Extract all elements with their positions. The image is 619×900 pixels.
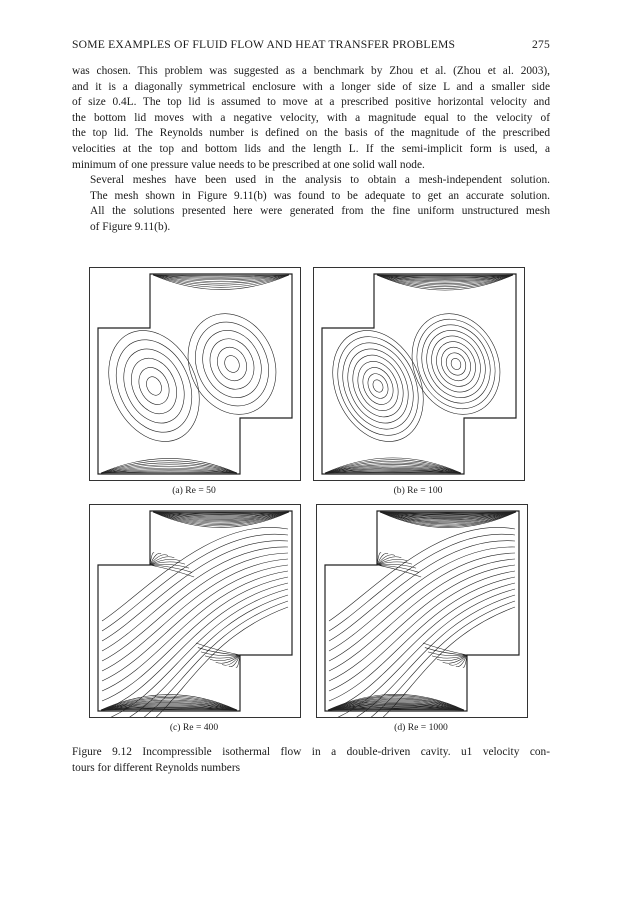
vortex-contour-line <box>102 327 206 444</box>
text-line: of Figure 9.11(b). <box>90 220 171 233</box>
diagonal-contour-line <box>102 541 288 641</box>
vortex-contour-line <box>416 321 496 408</box>
paragraph <box>72 64 550 173</box>
vortex-contour-line <box>315 316 440 457</box>
text-line: of size 0.4L. The top lid is assumed to move at a prescribed positive horizontal velocity and <box>72 96 550 109</box>
text-line: The mesh shown in Figure 9.11(b) was found to be adequate to get an accurate solution. <box>90 189 550 202</box>
cavity-outline <box>98 274 292 474</box>
vortex-contour-line <box>403 306 510 421</box>
text-line: the bottom lid moves with a negative velocity, with a magnitude equal to the velocity of <box>72 111 550 124</box>
diagonal-contour-line <box>329 565 515 681</box>
paragraph <box>72 173 550 235</box>
text-line: All the solutions presented here were generated from the fine uniform unstructured mesh <box>90 205 550 218</box>
text-line: minimum of one pressure value needs to be prescribed at one solid wall node. <box>72 158 425 171</box>
cavity-outline <box>322 274 516 474</box>
diagonal-contour-line <box>102 565 288 681</box>
vortex-contour-line <box>144 374 165 397</box>
diagonal-contour-line <box>102 559 288 671</box>
diagonal-contour-line <box>102 577 288 701</box>
text-line: the top lid. The Reynolds number is defined on the basis of the magnitude of the prescribed <box>72 127 550 140</box>
vortex-contour-line <box>343 347 413 425</box>
vortex-contour-line <box>91 316 216 457</box>
vortex-contour-line <box>449 357 462 371</box>
panel-label: (c) Re = 400 <box>169 722 219 733</box>
contour-plot-re-100 <box>313 267 525 481</box>
vortex-contour-line <box>423 328 490 400</box>
diagonal-contour-line <box>102 583 288 711</box>
cavity-outline <box>98 511 292 711</box>
caption-line: Figure 9.12 Incompressible isothermal flow in a double-driven cavity. u1 velocity con- <box>72 746 550 758</box>
diagonal-contour-line <box>102 534 288 631</box>
panel-label: (a) Re = 50 <box>172 485 216 496</box>
contour-plot-canvas <box>90 505 300 717</box>
text-line: velocities at the top and bottom lids and the length L. If the semi-implicit form is used, a <box>72 142 550 155</box>
running-header <box>72 38 550 54</box>
panel-label: (b) Re = 100 <box>393 485 443 496</box>
text-line: Several meshes have been used in the analysis to obtain a mesh-independent solution. <box>90 174 550 187</box>
cavity-outline <box>325 511 519 711</box>
diagonal-contour-line <box>329 541 515 641</box>
diagonal-contour-line <box>329 577 515 701</box>
vortex-contour-line <box>443 350 470 379</box>
contour-plot-canvas <box>317 505 527 717</box>
vortex-contour-line <box>192 321 272 408</box>
diagonal-contour-line <box>329 583 515 711</box>
diagonal-contour-line <box>329 559 515 671</box>
vortex-contour-line <box>202 332 262 397</box>
panel-label: (d) Re = 1000 <box>394 722 448 733</box>
vortex-contour-line <box>123 351 186 421</box>
contour-plot-re-400 <box>89 504 301 718</box>
contour-plot-re-50 <box>89 267 301 481</box>
vortex-contour-line <box>436 342 476 385</box>
figure-caption <box>72 744 550 776</box>
vortex-contour-line <box>182 310 282 418</box>
diagonal-contour-line <box>329 527 515 621</box>
vortex-contour-line <box>429 335 482 393</box>
contour-plot-re-1000 <box>316 504 528 718</box>
diagonal-contour-line <box>102 595 288 717</box>
body-text <box>72 64 550 236</box>
vortex-contour-line <box>357 363 399 410</box>
contour-plot-canvas <box>90 268 300 480</box>
diagonal-contour-line <box>329 553 515 661</box>
text-line: was chosen. This problem was suggested as a benchmark by Zhou et al. (Zhou et al. 2003), <box>72 65 550 77</box>
caption-line: tours for different Reynolds numbers <box>72 762 241 774</box>
vortex-contour-line <box>371 378 385 394</box>
text-line: and it is a diagonally symmetrical enclosure with a longer side of size L and a smaller side <box>72 80 550 93</box>
diagonal-contour-line <box>102 553 288 661</box>
page-number: 275 <box>532 38 550 51</box>
vortex-contour-line <box>222 353 242 375</box>
vortex-contour-line <box>212 342 252 385</box>
vortex-contour-line <box>329 331 426 440</box>
diagonal-contour-line <box>102 527 288 621</box>
vortex-contour-line <box>322 323 433 448</box>
diagonal-contour-line <box>329 534 515 631</box>
running-title: SOME EXAMPLES OF FLUID FLOW AND HEAT TRANSFER PROBLEMS <box>72 38 456 51</box>
contour-plot-canvas <box>314 268 524 480</box>
